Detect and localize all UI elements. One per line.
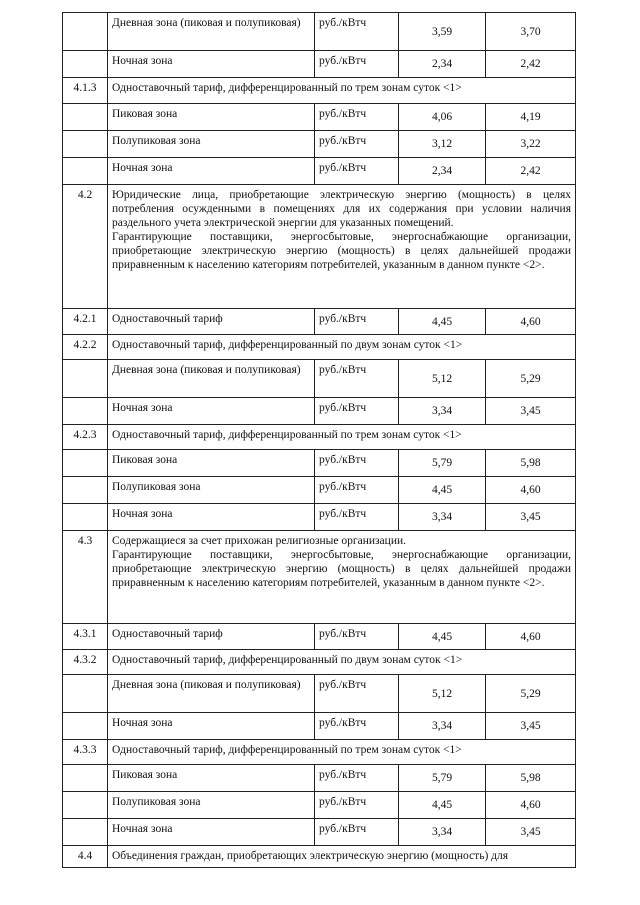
value-period-2: 4,60 bbox=[486, 624, 576, 650]
tariff-name: Дневная зона (пиковая и полупиковая) bbox=[108, 675, 315, 713]
tariff-name: Ночная зона bbox=[108, 158, 315, 185]
table-row bbox=[63, 846, 576, 868]
value-period-1: 4,06 bbox=[399, 104, 486, 131]
section-text: Одноставочный тариф, дифференцированный по двум зонам суток <1> bbox=[112, 654, 463, 666]
unit-cell: руб./кВтч bbox=[315, 675, 399, 713]
table-row bbox=[63, 185, 576, 309]
value-period-1: 4,45 bbox=[399, 477, 486, 504]
value-period-2: 3,45 bbox=[486, 504, 576, 531]
table-row bbox=[63, 819, 576, 846]
section-text: Одноставочный тариф, дифференцированный по трем зонам суток <1> bbox=[112, 429, 462, 441]
row-code bbox=[63, 765, 108, 792]
section-text: Одноставочный тариф, дифференцированный по двум зонам суток <1> bbox=[112, 339, 463, 351]
section-text: Юридические лица, приобретающие электрическую энергию (мощность) в целях потребления осужденными в помещениях для их содержания при условии наличия раздельного учета электрической энергии для указанных помещений. bbox=[112, 189, 571, 229]
section-heading bbox=[108, 185, 576, 309]
table-row bbox=[63, 104, 576, 131]
value-period-1: 5,79 bbox=[399, 765, 486, 792]
section-text: Одноставочный тариф, дифференцированный по трем зонам суток <1> bbox=[112, 744, 462, 756]
tariff-name: Полупиковая зона bbox=[108, 131, 315, 158]
tariff-table-body bbox=[63, 13, 576, 868]
row-code bbox=[63, 675, 108, 713]
tariff-name: Ночная зона bbox=[108, 51, 315, 78]
tariff-name: Одноставочный тариф bbox=[108, 309, 315, 335]
unit-cell: руб./кВтч bbox=[315, 309, 399, 335]
unit-cell: руб./кВтч bbox=[315, 13, 399, 51]
value-period-2: 2,42 bbox=[486, 51, 576, 78]
tariff-name: Ночная зона bbox=[108, 398, 315, 425]
row-code bbox=[63, 51, 108, 78]
value-period-2: 4,19 bbox=[486, 104, 576, 131]
row-code bbox=[63, 360, 108, 398]
row-code: 4.3.1 bbox=[63, 624, 108, 650]
value-period-1: 4,45 bbox=[399, 309, 486, 335]
unit-cell: руб./кВтч bbox=[315, 624, 399, 650]
unit-cell: руб./кВтч bbox=[315, 360, 399, 398]
table-row bbox=[63, 650, 576, 675]
value-period-2: 2,42 bbox=[486, 158, 576, 185]
section-text: Одноставочный тариф, дифференцированный по трем зонам суток <1> bbox=[112, 82, 462, 94]
unit-cell: руб./кВтч bbox=[315, 398, 399, 425]
value-period-1: 4,45 bbox=[399, 624, 486, 650]
tariff-name: Ночная зона bbox=[108, 504, 315, 531]
row-code: 4.3.3 bbox=[63, 740, 108, 765]
table-row bbox=[63, 740, 576, 765]
row-code bbox=[63, 13, 108, 51]
value-period-2: 4,60 bbox=[486, 309, 576, 335]
value-period-2: 3,22 bbox=[486, 131, 576, 158]
row-code: 4.2.3 bbox=[63, 425, 108, 450]
section-heading bbox=[108, 335, 576, 360]
value-period-1: 5,12 bbox=[399, 360, 486, 398]
section-heading bbox=[108, 425, 576, 450]
unit-cell: руб./кВтч bbox=[315, 765, 399, 792]
value-period-1: 5,12 bbox=[399, 675, 486, 713]
value-period-2: 5,29 bbox=[486, 360, 576, 398]
table-row bbox=[63, 425, 576, 450]
table-row bbox=[63, 765, 576, 792]
value-period-1: 5,79 bbox=[399, 450, 486, 477]
row-code: 4.2.1 bbox=[63, 309, 108, 335]
value-period-2: 4,60 bbox=[486, 477, 576, 504]
value-period-2: 4,60 bbox=[486, 792, 576, 819]
table-row bbox=[63, 675, 576, 713]
unit-cell: руб./кВтч bbox=[315, 158, 399, 185]
table-row bbox=[63, 713, 576, 740]
tariff-name: Одноставочный тариф bbox=[108, 624, 315, 650]
table-row bbox=[63, 477, 576, 504]
tariff-name: Полупиковая зона bbox=[108, 477, 315, 504]
unit-cell: руб./кВтч bbox=[315, 51, 399, 78]
row-code: 4.3.2 bbox=[63, 650, 108, 675]
row-code: 4.3 bbox=[63, 531, 108, 624]
value-period-1: 3,34 bbox=[399, 398, 486, 425]
section-heading bbox=[108, 846, 576, 868]
section-text-note: Гарантирующие поставщики, энергосбытовые, энергоснабжающие организации, приобретающие электрическую энергию (мощность) в целях дальнейшей продажи приравненным к населению категориям потребителей, указанным в данном пункте <2>. bbox=[112, 231, 571, 271]
tariff-name: Ночная зона bbox=[108, 713, 315, 740]
table-row bbox=[63, 309, 576, 335]
unit-cell: руб./кВтч bbox=[315, 792, 399, 819]
table-row bbox=[63, 51, 576, 78]
tariff-name: Пиковая зона bbox=[108, 450, 315, 477]
value-period-1: 3,34 bbox=[399, 819, 486, 846]
row-code bbox=[63, 713, 108, 740]
tariff-table bbox=[62, 12, 576, 868]
table-row bbox=[63, 13, 576, 51]
row-code: 4.2 bbox=[63, 185, 108, 309]
row-code bbox=[63, 819, 108, 846]
section-heading bbox=[108, 531, 576, 624]
value-period-2: 5,98 bbox=[486, 765, 576, 792]
value-period-1: 2,34 bbox=[399, 158, 486, 185]
tariff-name: Полупиковая зона bbox=[108, 792, 315, 819]
unit-cell: руб./кВтч bbox=[315, 713, 399, 740]
table-row bbox=[63, 792, 576, 819]
section-text-note: Гарантирующие поставщики, энергосбытовые, энергоснабжающие организации, приобретающие электрическую энергию (мощность) в целях дальнейшей продажи приравненным к населению категориям потребителей, указанным в данном пункте <2>. bbox=[112, 549, 571, 589]
unit-cell: руб./кВтч bbox=[315, 504, 399, 531]
row-code bbox=[63, 450, 108, 477]
table-row bbox=[63, 78, 576, 104]
table-row bbox=[63, 504, 576, 531]
value-period-1: 3,34 bbox=[399, 713, 486, 740]
value-period-1: 2,34 bbox=[399, 51, 486, 78]
row-code bbox=[63, 398, 108, 425]
table-row bbox=[63, 131, 576, 158]
value-period-2: 5,29 bbox=[486, 675, 576, 713]
section-heading bbox=[108, 740, 576, 765]
section-text: Содержащиеся за счет прихожан религиозные организации. bbox=[112, 535, 406, 547]
value-period-2: 3,70 bbox=[486, 13, 576, 51]
tariff-name: Пиковая зона bbox=[108, 765, 315, 792]
value-period-1: 3,34 bbox=[399, 504, 486, 531]
value-period-2: 5,98 bbox=[486, 450, 576, 477]
tariff-name: Пиковая зона bbox=[108, 104, 315, 131]
value-period-2: 3,45 bbox=[486, 819, 576, 846]
unit-cell: руб./кВтч bbox=[315, 477, 399, 504]
row-code bbox=[63, 104, 108, 131]
table-row bbox=[63, 531, 576, 624]
row-code: 4.1.3 bbox=[63, 78, 108, 104]
table-row bbox=[63, 335, 576, 360]
table-row bbox=[63, 450, 576, 477]
row-code bbox=[63, 504, 108, 531]
value-period-1: 3,12 bbox=[399, 131, 486, 158]
unit-cell: руб./кВтч bbox=[315, 131, 399, 158]
row-code bbox=[63, 477, 108, 504]
value-period-1: 4,45 bbox=[399, 792, 486, 819]
row-code bbox=[63, 158, 108, 185]
row-code: 4.4 bbox=[63, 846, 108, 868]
table-row bbox=[63, 158, 576, 185]
table-row bbox=[63, 624, 576, 650]
row-code bbox=[63, 792, 108, 819]
tariff-name: Ночная зона bbox=[108, 819, 315, 846]
unit-cell: руб./кВтч bbox=[315, 819, 399, 846]
unit-cell: руб./кВтч bbox=[315, 450, 399, 477]
section-text: Объединения граждан, приобретающих электрическую энергию (мощность) для bbox=[112, 850, 509, 862]
row-code bbox=[63, 131, 108, 158]
value-period-2: 3,45 bbox=[486, 398, 576, 425]
tariff-name: Дневная зона (пиковая и полупиковая) bbox=[108, 360, 315, 398]
table-row bbox=[63, 398, 576, 425]
section-heading bbox=[108, 78, 576, 104]
section-heading bbox=[108, 650, 576, 675]
row-code: 4.2.2 bbox=[63, 335, 108, 360]
value-period-1: 3,59 bbox=[399, 13, 486, 51]
unit-cell: руб./кВтч bbox=[315, 104, 399, 131]
tariff-name: Дневная зона (пиковая и полупиковая) bbox=[108, 13, 315, 51]
value-period-2: 3,45 bbox=[486, 713, 576, 740]
table-row bbox=[63, 360, 576, 398]
